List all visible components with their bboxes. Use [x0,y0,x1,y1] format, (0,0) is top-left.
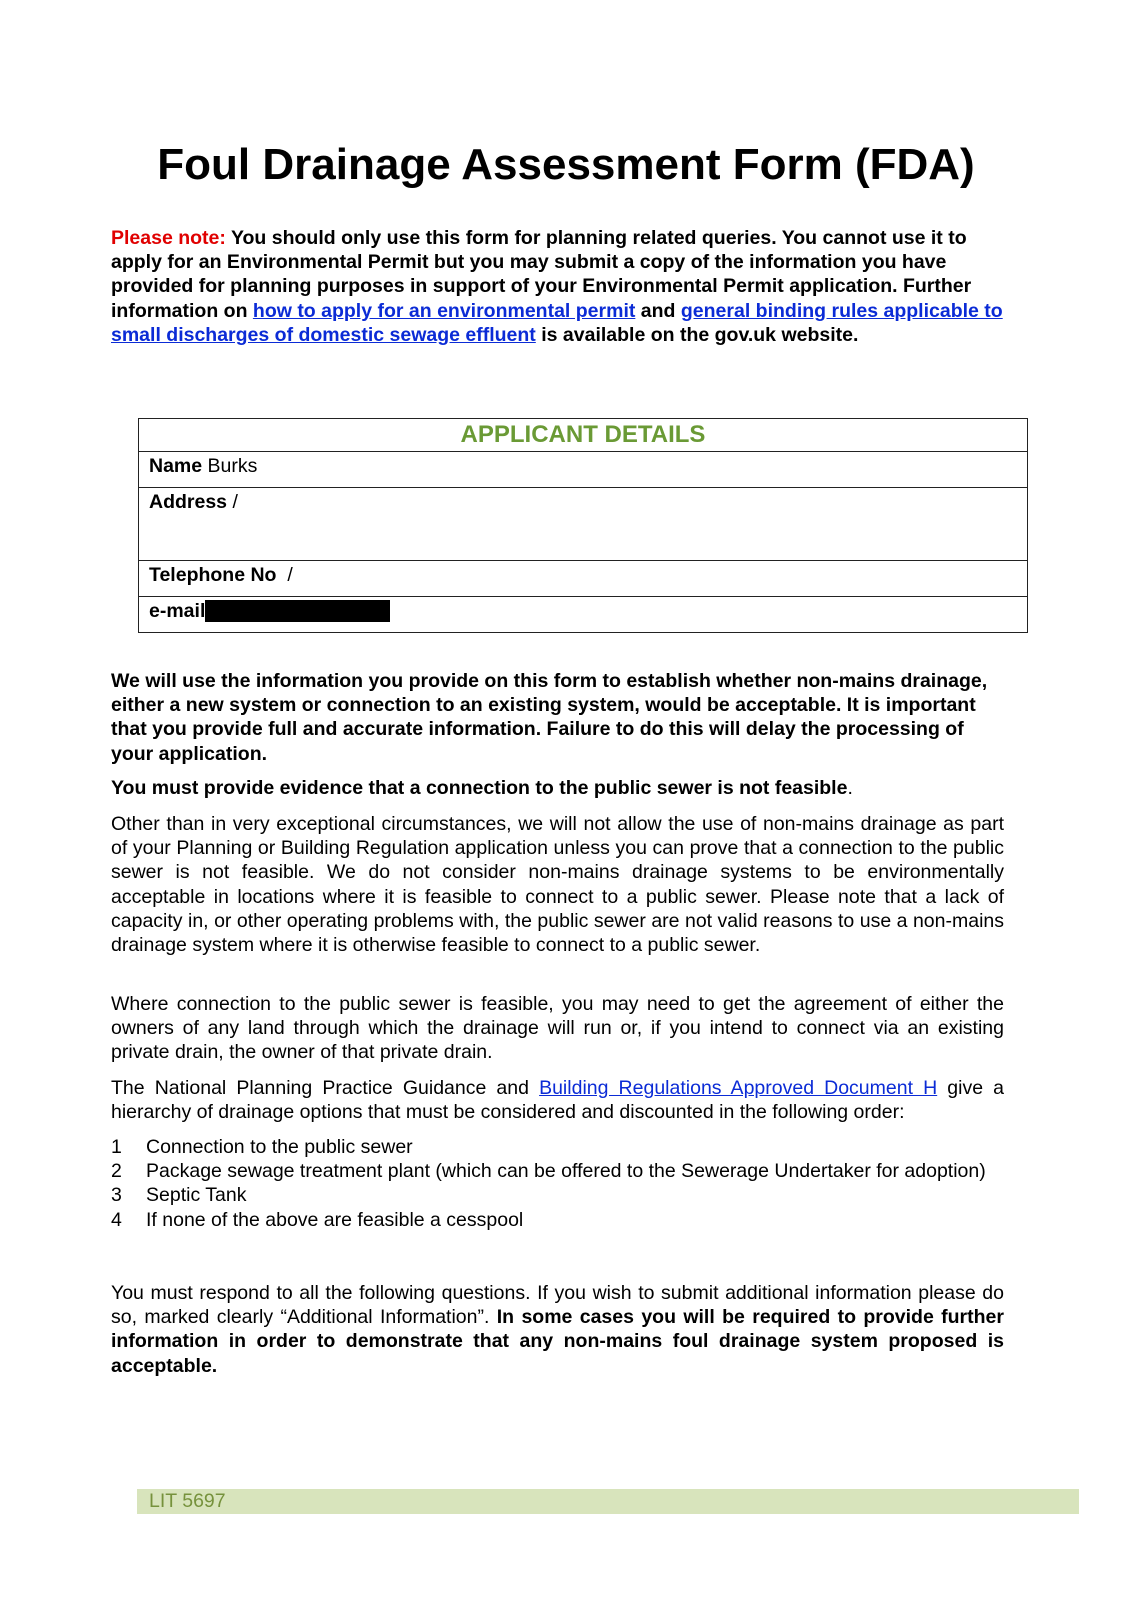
name-value: Burks [202,455,258,477]
telephone-value: / [276,564,293,586]
approved-document-h-link[interactable]: Building Regulations Approved Document H [539,1077,938,1099]
name-label: Name [149,455,203,477]
please-note-label: Please note: [111,227,226,249]
address-label: Address [149,491,228,513]
list-item [111,1183,1004,1207]
respond-text: You must respond to all the following questions. If you wish to submit additional information please do so, marked clearly “Additional Information”. [111,1282,1004,1329]
note-text: You should only use this form for planning related queries. You cannot use it to apply for an Environmental Permit but you may submit a copy of the information you have provided for planning purposes in support of your Environmental Permit application. Further information on [111,227,972,322]
email-row [139,597,1028,633]
hierarchy-paragraph [111,1076,1004,1124]
list-text: Connection to the public sewer [146,1136,413,1158]
evidence-paragraph [111,776,1004,800]
list-number: 1 [111,1136,122,1158]
name-row [139,452,1028,488]
evidence-period: . [847,777,853,799]
list-number: 3 [111,1184,122,1207]
list-number: 4 [111,1208,122,1231]
address-row [139,488,1028,561]
list-number: 2 [111,1160,122,1183]
respond-paragraph [111,1281,1004,1378]
note-text: is available on the gov.uk website. [535,323,859,346]
environmental-permit-link[interactable]: how to apply for an environmental permit [252,299,636,322]
intro-paragraph: We will use the information you provide on this form to establish whether non-mains drainage, either a new system or connection to an existing system, would be acceptable. It is important that you provide full and accurate information. Failure to do this will delay the processing of your application. [111,670,988,765]
exceptional-circumstances-paragraph: Other than in very exceptional circumstances, we will not allow the use of non-mains drainage as part of your Planning or Building Regulation application unless you can prove that a connection to the public sewer is not feasible. We do not consider non-mains drainage systems to be environmentally acceptable in locations where it is feasible to connect to a public sewer. Please note that a lack of capacity in, or other operating problems with, the public sewer are not valid reasons to use a non-mains drainage system where it is otherwise feasible to connect to a public sewer. [111,813,1004,957]
agreement-paragraph: Where connection to the public sewer is feasible, you may need to get the agreement of either the owners of any land through which the drainage will run or, if you intend to connect via an existing private drain, the owner of that private drain. [111,993,1004,1064]
page-title: Foul Drainage Assessment Form (FDA) [157,140,975,189]
respond-bold-text: In some cases you will be required to provide further information in order to demonstrate that any non-mains foul drainage system proposed is acceptable. [111,1306,1004,1377]
telephone-label: Telephone No [149,564,277,586]
note-text: and [635,299,681,322]
list-text: Septic Tank [146,1184,247,1207]
applicant-details-table [138,418,1028,633]
please-note-paragraph [111,226,1004,347]
telephone-row [139,561,1028,597]
email-label: e-mail [149,600,206,622]
list-text: If none of the above are feasible a cesspool [146,1208,524,1231]
drainage-options-list [111,1135,1004,1232]
hierarchy-text: The National Planning Practice Guidance and [111,1077,540,1099]
applicant-details-header: APPLICANT DETAILS [139,419,1028,452]
general-binding-rules-link[interactable]: general binding rules applicable to small discharges of domestic sewage effluent [111,299,1003,346]
list-text: Package sewage treatment plant (which can be offered to the Sewerage Undertaker for adoption) [146,1160,986,1183]
list-item [111,1208,1004,1232]
footer-reference: LIT 5697 [137,1489,1079,1514]
address-value: / [227,491,238,513]
hierarchy-text: give a hierarchy of drainage options that must be considered and discounted in the following order: [111,1077,1004,1124]
evidence-text: You must provide evidence that a connection to the public sewer is not feasible [111,777,848,799]
list-item [111,1135,1004,1159]
list-item [111,1159,1004,1183]
redacted-email-block [205,600,390,622]
